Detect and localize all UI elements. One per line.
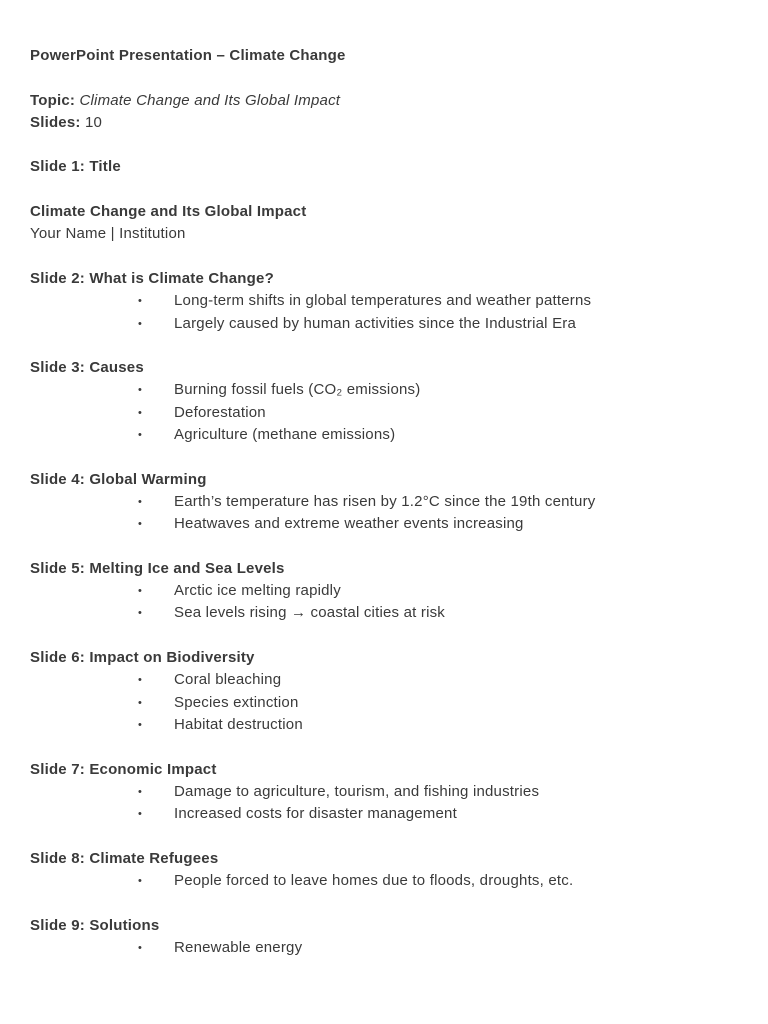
slides-count-line [30, 112, 738, 134]
slide-heading: Slide 4: Global Warming [30, 470, 207, 488]
slide-heading: Slide 3: Causes [30, 359, 144, 377]
bullet-icon: • [138, 785, 143, 798]
list-item [30, 870, 738, 892]
bullet-icon: • [138, 585, 143, 598]
bullet-list [30, 491, 738, 536]
bullet-text: Species extinction [174, 693, 299, 711]
bullet-text: Habitat destruction [174, 715, 303, 733]
bullet-text: Coral bleaching [174, 671, 282, 689]
bullet-list [30, 937, 738, 959]
list-item [30, 402, 738, 424]
bullet-list [30, 870, 738, 892]
bullet-text: Heatwaves and extreme weather events increasing [174, 515, 524, 533]
bullet-list [30, 290, 738, 335]
list-item [30, 803, 738, 825]
bullet-list [30, 781, 738, 826]
spacer [30, 892, 738, 914]
spacer [30, 536, 738, 558]
list-item [30, 513, 738, 535]
bullet-icon: • [138, 495, 143, 508]
list-item [30, 491, 738, 513]
spacer [30, 335, 738, 357]
list-item [30, 379, 738, 401]
list-item [30, 937, 738, 959]
spacer [30, 134, 738, 156]
bullet-list [30, 379, 738, 446]
list-item [30, 290, 738, 312]
list-item [30, 781, 738, 803]
list-item [30, 669, 738, 691]
bullet-icon: • [138, 295, 143, 308]
spacer [30, 736, 738, 758]
spacer [30, 67, 738, 89]
title-slide-title: Climate Change and Its Global Impact [30, 203, 307, 221]
bullet-icon: • [138, 696, 143, 709]
bullet-icon: • [138, 607, 143, 620]
bullet-text: Largely caused by human activities since the Industrial Era [174, 314, 577, 332]
list-item [30, 692, 738, 714]
bullet-list [30, 669, 738, 736]
spacer [30, 825, 738, 847]
bullet-icon: • [138, 808, 143, 821]
bullet-icon: • [138, 718, 143, 731]
title-slide-subtitle: Your Name | Institution [30, 225, 186, 243]
bullet-text: People forced to leave homes due to floods, droughts, etc. [174, 871, 574, 889]
slide-heading: Slide 7: Economic Impact [30, 760, 217, 778]
slide-heading: Slide 5: Melting Ice and Sea Levels [30, 559, 285, 577]
bullet-text: Renewable energy [174, 938, 303, 956]
bullet-text: Damage to agriculture, tourism, and fishing industries [174, 782, 540, 800]
bullet-icon: • [138, 317, 143, 330]
bullet-text: Sea levels rising → coastal cities at risk [174, 604, 445, 622]
bullet-text: Arctic ice melting rapidly [174, 582, 341, 600]
list-item [30, 313, 738, 335]
spacer [30, 446, 738, 468]
bullet-icon: • [138, 674, 143, 687]
bullet-icon: • [138, 406, 143, 419]
slides-count-label: Slides: [30, 113, 81, 131]
topic-label: Topic: [30, 91, 76, 109]
bullet-icon: • [138, 874, 143, 887]
slide-heading: Slide 2: What is Climate Change? [30, 269, 274, 287]
bullet-text: Deforestation [174, 403, 266, 421]
bullet-text: Agriculture (methane emissions) [174, 426, 396, 444]
bullet-text: Burning fossil fuels (CO₂ emissions) [174, 381, 421, 399]
spacer [30, 246, 738, 268]
topic-value: Climate Change and Its Global Impact [79, 91, 341, 109]
bullet-text: Long-term shifts in global temperatures and weather patterns [174, 292, 592, 310]
slide-heading: Slide 1: Title [30, 158, 121, 176]
slide-heading: Slide 8: Climate Refugees [30, 849, 219, 867]
list-item [30, 602, 738, 624]
list-item [30, 424, 738, 446]
topic-line [30, 90, 738, 112]
slide-heading: Slide 9: Solutions [30, 916, 160, 934]
list-item [30, 580, 738, 602]
bullet-icon: • [138, 429, 143, 442]
spacer [30, 179, 738, 201]
document-title: PowerPoint Presentation – Climate Change [30, 47, 346, 64]
bullet-text: Earth’s temperature has risen by 1.2°C since the 19th century [174, 492, 596, 510]
slides-count-value: 10 [84, 113, 103, 131]
list-item [30, 714, 738, 736]
spacer [30, 625, 738, 647]
bullet-list [30, 580, 738, 625]
bullet-icon: • [138, 384, 143, 397]
bullet-text: Increased costs for disaster management [174, 805, 457, 823]
bullet-icon: • [138, 941, 143, 954]
bullet-icon: • [138, 518, 143, 531]
slide-heading: Slide 6: Impact on Biodiversity [30, 649, 255, 667]
